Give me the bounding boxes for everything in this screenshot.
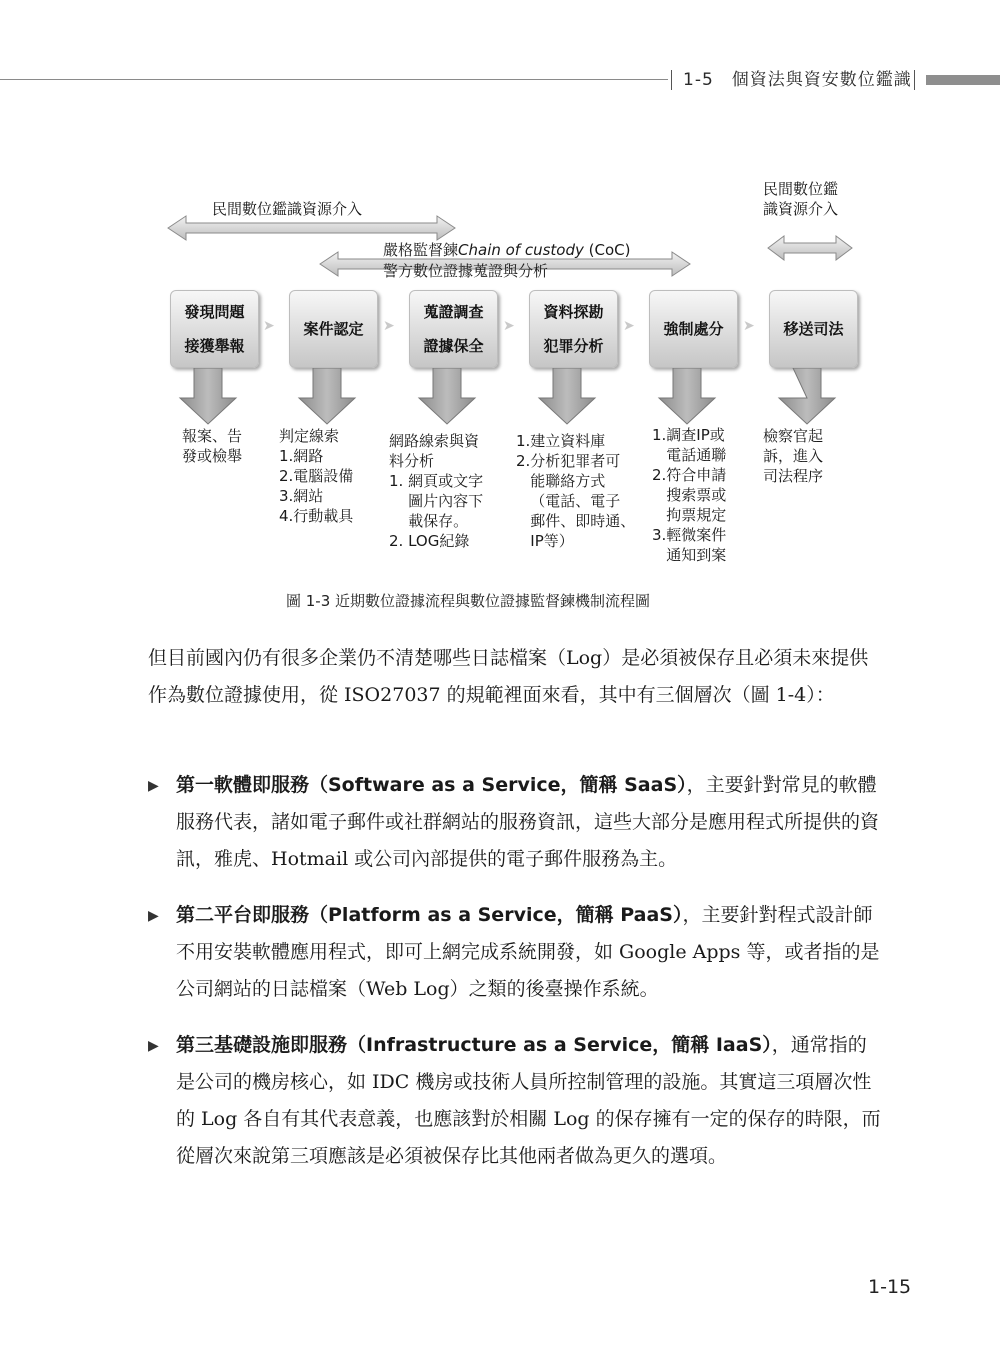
down-arrow-icon — [539, 368, 595, 424]
bullet-heading: 第一軟體即服務（Software as a Service，簡稱 SaaS） — [176, 774, 687, 796]
step-detail-3: 網路線索與資 料分析 1. 網頁或文字 圖片內容下 載保存。 2. LOG紀錄 — [389, 432, 484, 550]
bullet-triangle-icon: ▶ — [148, 778, 159, 794]
step-label: 強制處分 — [663, 320, 724, 338]
down-arrow-icon — [299, 368, 355, 424]
coc-suffix: (CoC) — [583, 241, 631, 259]
chevron-right-icon: ➤ — [623, 318, 635, 334]
step-label: 移送司法 — [783, 320, 844, 338]
step-detail-4: 1.建立資料庫 2.分析犯罪者可 能聯絡方式 （電話、電子 郵件、即時通、 IP等） — [516, 432, 636, 550]
step-box-1 — [170, 290, 259, 368]
bullet-text: ，通常指的是公司的機房核心，如 IDC 機房或技術人員所控制管理的設施。其實這三項層次性的 Log 各自有其代表意義，也應該對於相關 Log 的保存擁有一定的保存的時限，而從層次來說第三項應該是必須被保存比其他兩者做為更久的選項。 — [176, 1034, 881, 1167]
step-detail-2: 判定線索 1.網路 2.電腦設備 3.網站 4.行動載具 — [279, 427, 354, 525]
bullet-item — [176, 897, 884, 1008]
step-label: 發現問題 — [184, 303, 245, 321]
step-label: 接獲舉報 — [184, 337, 245, 355]
coc-prefix: 嚴格監督鍊 — [383, 241, 459, 259]
label-private-resources-right-2: 識資源介入 — [763, 200, 839, 218]
down-arrow-icon — [419, 368, 475, 424]
step-box-2 — [289, 290, 378, 368]
coc-italic: Chain of custody — [458, 241, 584, 259]
header-separator — [914, 70, 915, 90]
step-label: 犯罪分析 — [543, 337, 604, 355]
label-police-evidence: 警方數位證據蒐證與分析 — [383, 262, 549, 280]
step-box-3 — [409, 290, 498, 368]
down-arrow-icon — [779, 368, 835, 424]
running-header-title: 1-5 個資法與資安數位鑑識 — [683, 70, 912, 90]
down-arrow-icon — [180, 368, 236, 424]
bullet-triangle-icon: ▶ — [148, 908, 159, 924]
bullet-text: ，主要針對程式設計師不用安裝軟體應用程式，即可上網完成系統開發，如 Google Apps 等，或者指的是公司網站的日誌檔案（Web Log）之類的後臺操作系統。 — [176, 904, 880, 1000]
bullet-item — [176, 767, 884, 878]
figure-caption: 圖 1-3 近期數位證據流程與數位證據監督鍊機制流程圖 — [286, 592, 651, 610]
intro-paragraph: 但目前國內仍有很多企業仍不清楚哪些日誌檔案（Log）是必須被保存且必須未來提供作為數位證據使用，從 ISO27037 的規範裡面來看，其中有三個層次（圖 1-4）： — [148, 647, 869, 706]
down-arrow-icon — [659, 368, 715, 424]
bullet-heading: 第二平台即服務（Platform as a Service，簡稱 PaaS） — [176, 904, 683, 926]
double-arrow-private-right — [768, 236, 852, 260]
bullet-triangle-icon: ▶ — [148, 1038, 159, 1054]
bullet-heading: 第三基礎設施即服務（Infrastructure as a Service，簡稱 IaaS） — [176, 1034, 772, 1056]
down-arrows — [160, 368, 860, 428]
header-tab-bar — [926, 75, 1000, 85]
step-detail-1: 報案、告 發或檢舉 — [182, 427, 243, 465]
step-detail-6: 檢察官起 訴，進入 司法程序 — [763, 427, 824, 485]
bullet-item — [176, 1027, 884, 1175]
step-box-5 — [649, 290, 738, 368]
label-private-resources: 民間數位鑑識資源介入 — [212, 200, 363, 218]
step-box-4 — [529, 290, 618, 368]
label-chain-of-custody — [383, 241, 631, 259]
chevron-right-icon: ➤ — [263, 318, 275, 334]
step-label: 證據保全 — [423, 337, 484, 355]
step-label: 案件認定 — [303, 320, 364, 338]
chevron-right-icon: ➤ — [383, 318, 395, 334]
page-number: 1-15 — [868, 1276, 912, 1298]
chevron-right-icon: ➤ — [503, 318, 515, 334]
header-rule — [0, 79, 668, 80]
step-detail-5: 1.調查IP或 電話通聯 2.符合申請 搜索票或 拘票規定 3.輕微案件 通知到案 — [652, 426, 727, 564]
header-separator — [671, 70, 672, 90]
double-arrow-private — [168, 216, 455, 240]
chevron-right-icon: ➤ — [743, 318, 755, 334]
step-label: 資料探勘 — [543, 303, 604, 321]
label-private-resources-right-1: 民間數位鑑 — [763, 180, 839, 198]
step-label: 蒐證調查 — [423, 303, 484, 321]
bullet-text: ，主要針對常見的軟體服務代表，諸如電子郵件或社群網站的服務資訊，這些大部分是應用程式所提供的資訊，雅虎、Hotmail 或公司內部提供的電子郵件服務為主。 — [176, 774, 880, 870]
step-box-6 — [769, 290, 858, 368]
